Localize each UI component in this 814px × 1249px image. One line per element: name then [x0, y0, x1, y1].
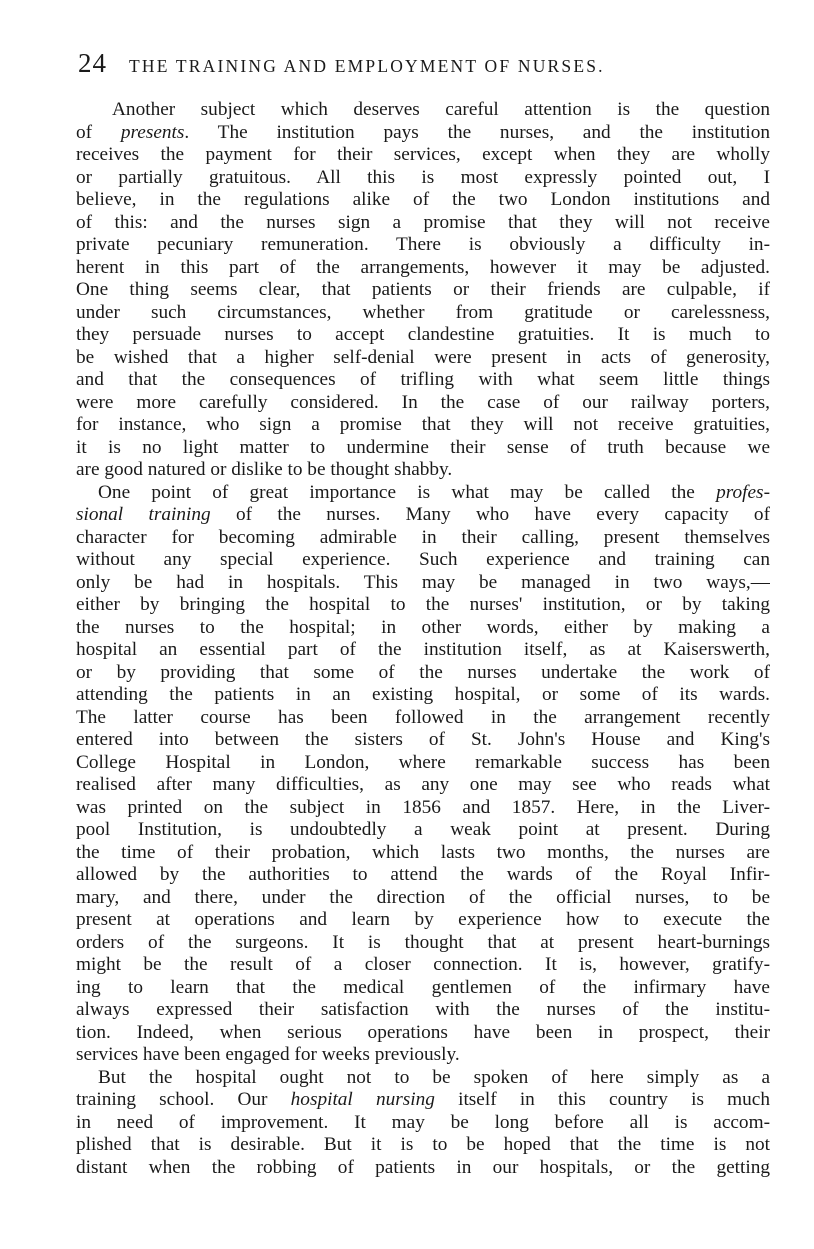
text-line: always expressed their satisfaction with the nurses of the institu- — [76, 999, 770, 1020]
text-line: were more carefully considered. In the case of our railway porters, — [76, 391, 770, 413]
text-line: are good natured or dislike to be thought shabby. — [76, 459, 453, 480]
text-line: receives the payment for their services, except when they are wholly — [76, 144, 770, 165]
text-line: in need of improvement. It may be long before all is accom- — [76, 1111, 770, 1133]
text-line: of this: and the nurses sign a promise that they will not receive — [76, 211, 770, 233]
text-line: entered into between the sisters of St. John's House and King's — [76, 729, 770, 750]
text-line: mary, and there, under the direction of the official nurses, to be — [76, 886, 770, 908]
text-line: ing to learn that the medical gentlemen of the infirmary have — [76, 976, 770, 998]
text-line: One point of great importance is what may be called the profes- — [98, 481, 770, 503]
page-header — [78, 48, 768, 82]
body-text — [76, 99, 770, 1179]
text-line: of presents. The institution pays the nurses, and the institution — [76, 121, 770, 143]
text-line: believe, in the regulations alike of the two London institutions and — [76, 189, 770, 210]
text-line: either by bringing the hospital to the nurses' institution, or by taking — [76, 594, 770, 615]
text-line: sional training of the nurses. Many who have every capacity of — [76, 504, 770, 525]
text-line: or by providing that some of the nurses undertake the work of — [76, 661, 770, 683]
text-line: character for becoming admirable in their calling, present themselves — [76, 526, 770, 548]
running-head: THE TRAINING AND EMPLOYMENT OF NURSES. — [129, 56, 605, 76]
text-line: attending the patients in an existing hospital, or some of its wards. — [76, 684, 770, 705]
text-line: hospital an essential part of the institution itself, as at Kaiserswerth, — [76, 639, 770, 660]
text-line: allowed by the authorities to attend the wards of the Royal Infir- — [76, 864, 770, 885]
text-line: and that the consequences of trifling with what seem little things — [76, 369, 770, 390]
text-line: herent in this part of the arrangements, however it may be adjusted. — [76, 256, 770, 278]
text-line: the nurses to the hospital; in other words, either by making a — [76, 616, 770, 638]
text-line: it is no light matter to undermine their sense of truth because we — [76, 436, 770, 458]
text-line: One thing seems clear, that patients or their friends are culpable, if — [76, 279, 770, 300]
text-line: training school. Our hospital nursing itself in this country is much — [76, 1089, 770, 1110]
text-line: under such circumstances, whether from gratitude or carelessness, — [76, 301, 770, 323]
text-line: distant when the robbing of patients in our hospitals, or the getting — [76, 1156, 770, 1178]
text-line: the time of their probation, which lasts two months, the nurses are — [76, 841, 770, 863]
text-line: Another subject which deserves careful attention is the question — [112, 99, 770, 120]
text-line: services have been engaged for weeks previously. — [76, 1044, 460, 1065]
text-line: orders of the surgeons. It is thought that at present heart-burnings — [76, 931, 770, 953]
text-line: or partially gratuitous. All this is most expressly pointed out, I — [76, 166, 770, 188]
text-line: was printed on the subject in 1856 and 1857. Here, in the Liver- — [76, 796, 770, 818]
text-line: realised after many difficulties, as any one may see who reads what — [76, 774, 770, 795]
text-line: only be had in hospitals. This may be managed in two ways,— — [76, 571, 770, 593]
text-line: private pecuniary remuneration. There is obviously a difficulty in- — [76, 234, 770, 255]
text-line: be wished that a higher self-denial were present in acts of generosity, — [76, 346, 770, 368]
text-line: pool Institution, is undoubtedly a weak point at present. During — [76, 819, 770, 840]
text-line: College Hospital in London, where remarkable success has been — [76, 751, 770, 773]
text-line: without any special experience. Such experience and training can — [76, 549, 770, 570]
text-line: tion. Indeed, when serious operations have been in prospect, their — [76, 1021, 770, 1043]
text-line: they persuade nurses to accept clandestine gratuities. It is much to — [76, 324, 770, 345]
text-line: for instance, who sign a promise that they will not receive gratuities, — [76, 414, 770, 435]
text-line: The latter course has been followed in the arrangement recently — [76, 706, 770, 728]
text-line: might be the result of a closer connection. It is, however, gratify- — [76, 954, 770, 975]
text-line: But the hospital ought not to be spoken of here simply as a — [98, 1066, 770, 1088]
page-number: 24 — [78, 48, 107, 78]
text-line: present at operations and learn by experience how to execute the — [76, 909, 770, 930]
text-line: plished that is desirable. But it is to be hoped that the time is not — [76, 1134, 770, 1155]
